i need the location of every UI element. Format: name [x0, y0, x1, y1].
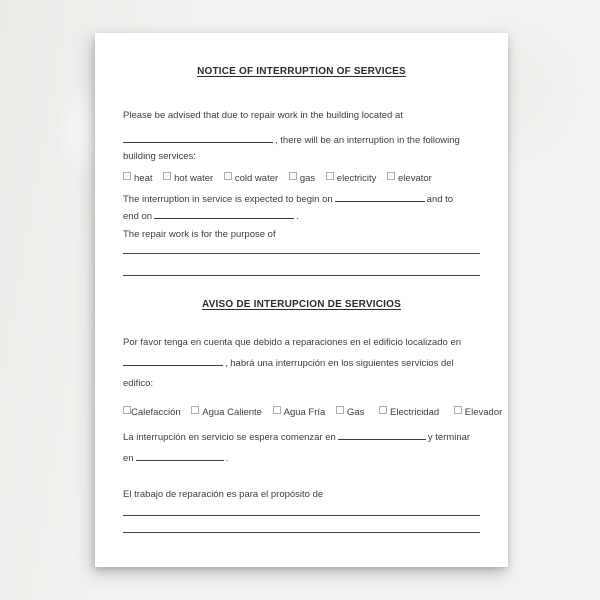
english-services-row: [123, 171, 480, 187]
write-in-rule: [123, 275, 480, 276]
checkbox-item-electricidad: [379, 407, 439, 418]
checkbox-item-cold-water: [224, 173, 278, 184]
checkbox-icon: [379, 406, 387, 414]
schedule-text-before: en: [123, 452, 134, 464]
checkbox-label: Gas: [346, 406, 365, 418]
checkbox-item-agua-caliente: [191, 407, 262, 418]
schedule-text-after: .: [296, 211, 299, 222]
checkbox-item-gas: [336, 407, 364, 418]
english-intro-line-3: building services:: [123, 151, 196, 162]
building-address-blank: [123, 355, 223, 366]
checkbox-item-electricity: [326, 173, 377, 184]
checkbox-icon: [163, 172, 171, 180]
english-section: [123, 65, 480, 276]
checkbox-label: Calefacción: [131, 406, 181, 418]
spanish-section: [123, 298, 503, 533]
checkbox-label: hot water: [174, 173, 214, 184]
checkbox-label: Electricidad: [390, 406, 440, 418]
checkbox-icon: [123, 406, 131, 414]
spanish-schedule-line-1: [123, 427, 480, 448]
begin-date-blank: [338, 429, 426, 440]
spanish-services-row: [123, 405, 503, 421]
english-title: NOTICE OF INTERRUPTION OF SERVICES: [197, 66, 406, 77]
checkbox-label: gas: [299, 173, 316, 184]
english-schedule-line-2: [123, 208, 480, 225]
english-purpose-label: The repair work is for the purpose of: [123, 229, 276, 240]
write-in-rule: [123, 532, 480, 533]
spanish-intro-line-2-text: , habrá una interrupción en los siguientes servicios del: [225, 357, 454, 369]
english-schedule-line-1: [123, 191, 480, 208]
write-in-rule: [123, 253, 480, 254]
begin-date-blank: [335, 191, 425, 202]
english-intro-line-1: Please be advised that due to repair work in the building located at: [123, 110, 403, 121]
checkbox-item-gas: [289, 173, 315, 184]
checkbox-icon: [224, 172, 232, 180]
notice-document: [95, 33, 508, 567]
english-intro-line-2-text: , there will be an interruption in the following: [275, 135, 460, 146]
checkbox-icon: [273, 406, 281, 414]
checkbox-label: heat: [134, 173, 153, 184]
spanish-intro-line-3: edifico:: [123, 378, 154, 389]
building-address-blank: [123, 132, 273, 143]
english-intro-line-2: [123, 132, 480, 149]
schedule-text-after: .: [225, 452, 229, 464]
checkbox-item-heat: [123, 173, 153, 184]
checkbox-icon: [336, 406, 344, 414]
checkbox-label: Elevador: [464, 406, 503, 418]
checkbox-item-hot-water: [163, 173, 213, 184]
checkbox-label: cold water: [234, 173, 279, 184]
checkbox-label: electricity: [336, 173, 377, 184]
end-date-blank: [154, 208, 294, 219]
spanish-purpose-label: El trabajo de reparación es para el propósito de: [123, 488, 324, 500]
schedule-text-after: and to: [426, 194, 454, 205]
checkbox-icon: [289, 172, 297, 180]
checkbox-label: Agua Caliente: [202, 406, 262, 418]
checkbox-icon: [454, 406, 462, 414]
spanish-intro-line-1: Por favor tenga en cuenta que debido a reparaciones en el edificio localizado en: [123, 337, 462, 348]
checkbox-icon: [387, 172, 395, 180]
end-date-blank: [136, 450, 224, 461]
checkbox-item-agua-fria: [273, 407, 326, 418]
checkbox-label: elevator: [398, 173, 432, 184]
schedule-text-before: The interruption in service is expected to begin on: [123, 194, 333, 205]
checkbox-icon: [191, 406, 199, 414]
schedule-text-after: y terminar: [427, 431, 471, 443]
write-in-rule: [123, 515, 480, 516]
schedule-text-before: end on: [123, 211, 153, 222]
spanish-intro-line-2: [123, 354, 480, 375]
schedule-text-before: La interrupción en servicio se espera comenzar en: [123, 431, 336, 443]
checkbox-icon: [326, 172, 334, 180]
spanish-schedule-line-2: [123, 448, 480, 469]
checkbox-icon: [123, 172, 131, 180]
spanish-title: AVISO DE INTERUPCION DE SERVICIOS: [201, 299, 402, 310]
checkbox-item-calefaccion: [123, 407, 181, 418]
checkbox-label: Agua Fría: [283, 406, 326, 418]
checkbox-item-elevador: [454, 407, 503, 418]
checkbox-item-elevator: [387, 173, 432, 184]
